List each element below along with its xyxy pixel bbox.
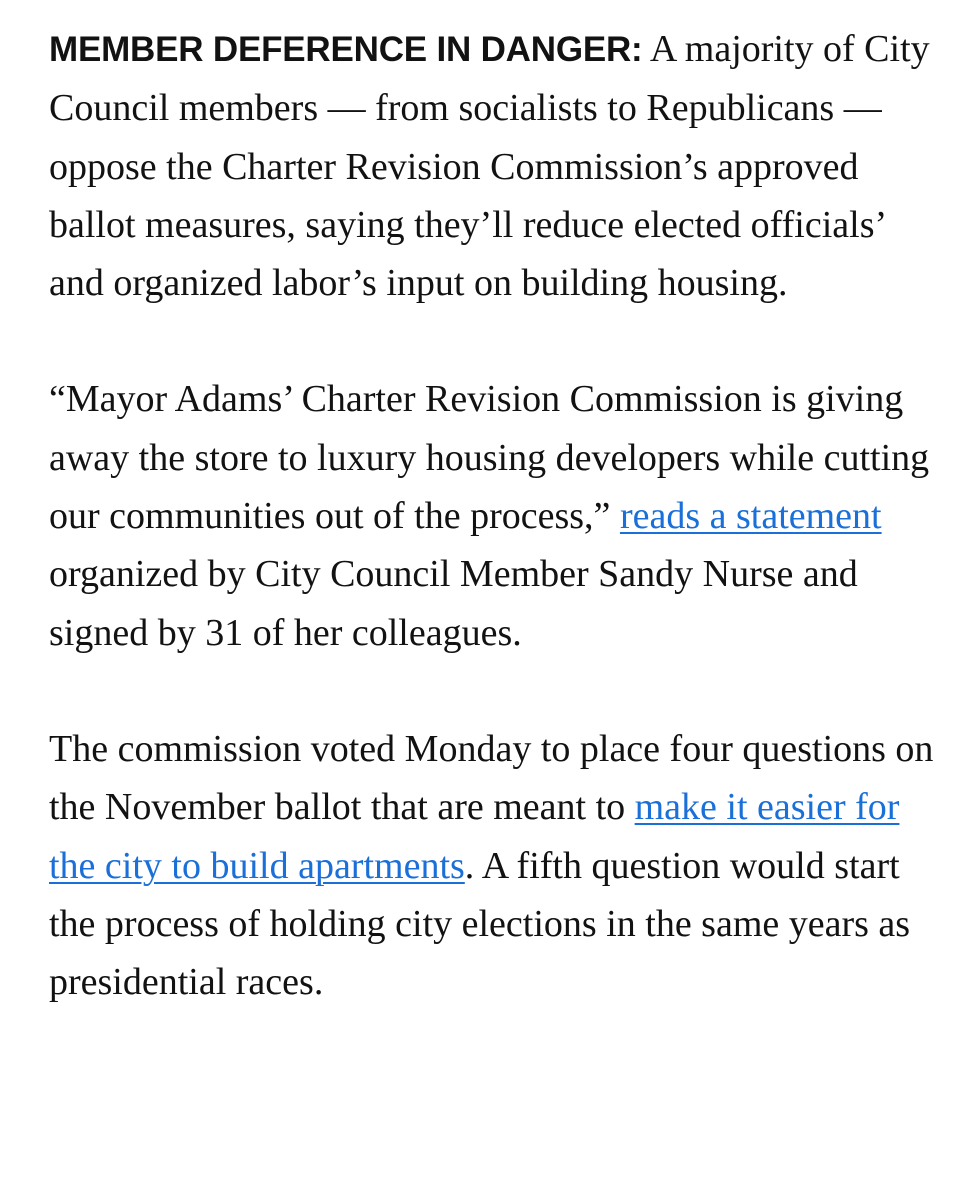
paragraph-text-after-link: organized by City Council Member Sandy Nurse and signed by 31 of her colleagues. xyxy=(49,553,858,654)
statement-link[interactable]: reads a statement xyxy=(619,495,882,538)
paragraph-text-before-link: The commission voted Monday to place four questions on the November ballot that are meant to xyxy=(49,727,934,829)
section-lead-heading: MEMBER DEFERENCE IN DANGER: xyxy=(49,30,643,69)
paragraph-commission-vote xyxy=(49,720,934,1011)
paragraph-quote xyxy=(49,370,934,661)
paragraph-text: A majority of City Council members — from socialists to Republicans — oppose the Charter Revision Commission’s approved ballot measures, saying they’ll reduce elected officials’ and organized labor’s input on building housing. xyxy=(49,28,930,305)
paragraph-text-before-link: “Mayor Adams’ Charter Revision Commission is giving away the store to luxury housing developers while cutting our communities out of the process,” xyxy=(49,378,930,538)
build-apartments-link[interactable]: make it easier for the city to build apartments xyxy=(49,786,900,887)
paragraph-text-after-link: . A fifth question would start the process of holding city elections in the same years as presidential races. xyxy=(49,844,911,1004)
paragraph-member-deference xyxy=(49,20,934,312)
